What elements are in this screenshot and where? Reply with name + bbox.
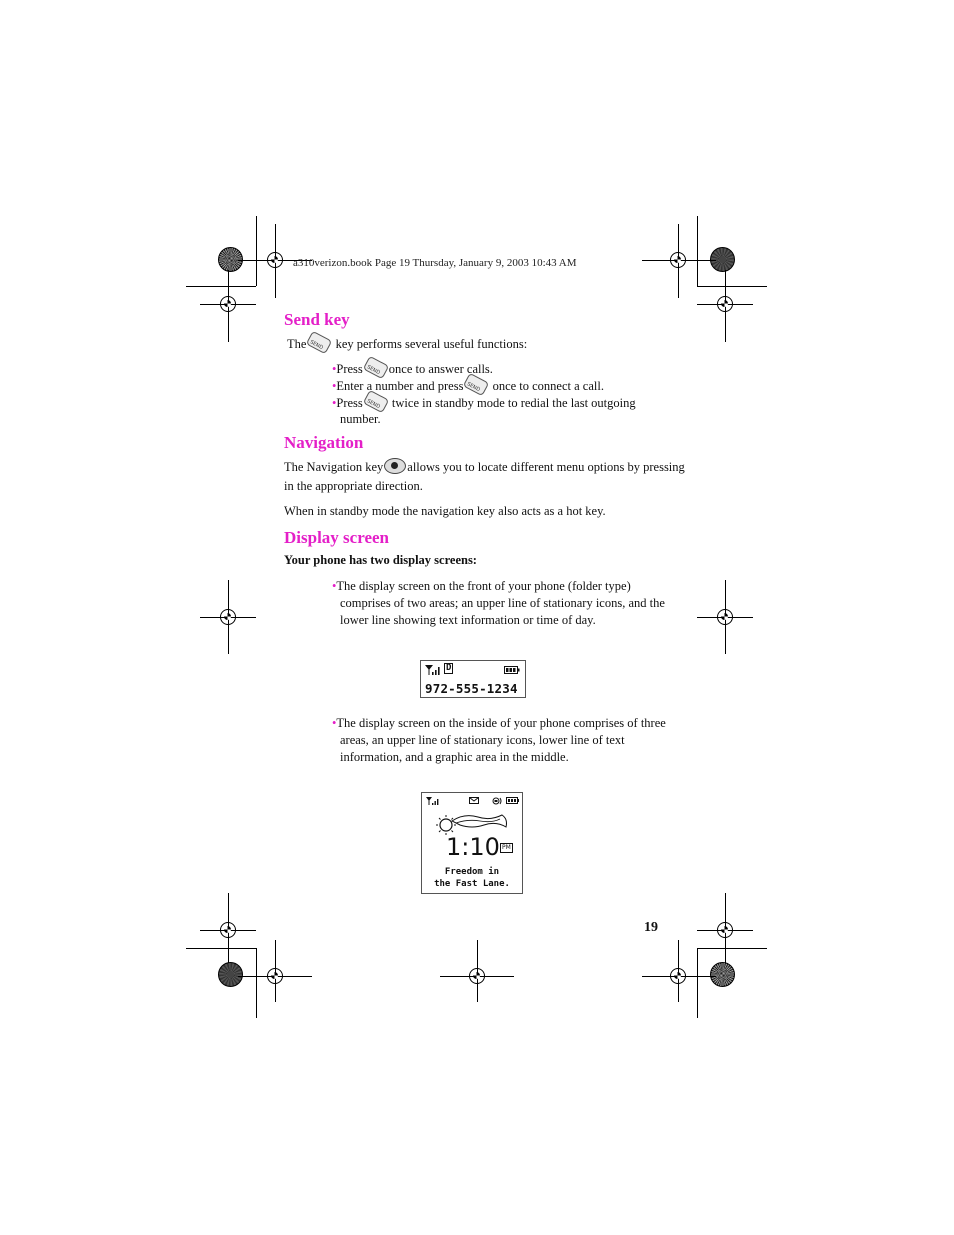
bullet-text: The display screen on the inside of your phone comprises of three (336, 716, 666, 730)
registration-sunburst-icon (218, 962, 243, 987)
bullet-text: once to connect a call. (489, 379, 604, 393)
send-bullet-3-cont: number. (340, 412, 381, 426)
bullet-text: Press (336, 396, 363, 410)
banner-line-2: the Fast Lane. (434, 879, 510, 889)
registration-mark-icon (220, 609, 236, 625)
bullet-text: twice in standby mode to redial the last outgoing (388, 396, 636, 410)
registration-mark-icon (670, 968, 686, 984)
banner-line-1: Freedom in (444, 867, 500, 877)
send-key-icon (363, 356, 389, 380)
registration-mark-icon (267, 252, 283, 268)
navigation-para-1 (284, 458, 685, 476)
bullet-icon: • (332, 579, 337, 593)
crop-line (697, 948, 698, 1018)
registration-mark-icon (717, 922, 733, 938)
phone-number: 972-555-1234 (425, 681, 518, 696)
navigation-para-1-line2: in the appropriate direction. (284, 479, 423, 493)
bullet-icon: • (332, 379, 337, 393)
para-text: allows you to locate different menu options by pressing (407, 460, 685, 474)
print-header-info: a310verizon.book Page 19 Thursday, January 9, 2003 10:43 AM (293, 257, 577, 269)
crop-line (697, 948, 767, 949)
bullet-icon: • (332, 716, 337, 730)
bullet-text: once to answer calls. (388, 362, 493, 376)
display-screen-heading: Display screen (284, 528, 389, 547)
display-bullet-2-line2: areas, an upper line of stationary icons, lower line of text (340, 733, 625, 747)
registration-sunburst-icon (710, 962, 735, 987)
crop-line (256, 216, 257, 286)
send-key-heading: Send key (284, 310, 350, 329)
navigation-heading: Navigation (284, 433, 364, 452)
envelope-icon (469, 797, 479, 804)
display-bullet-2-line3: information, and a graphic area in the middle. (340, 750, 569, 764)
bullet-icon: • (332, 396, 337, 410)
crop-line (697, 216, 698, 286)
display-bullet-1 (332, 578, 631, 595)
display-bullet-2 (332, 715, 666, 732)
battery-icon (506, 797, 519, 804)
send-bullet-3 (332, 394, 636, 412)
navigation-key-icon (384, 458, 406, 474)
inner-display-screen (421, 792, 523, 894)
navigation-para-2: When in standby mode the navigation key also acts as a hot key. (284, 504, 606, 518)
digital-indicator: D (446, 663, 452, 673)
clock-time: 1:10 (446, 833, 500, 861)
crop-line (256, 948, 257, 1018)
registration-mark-icon (469, 968, 485, 984)
registration-mark-icon (220, 922, 236, 938)
bullet-text: Press (336, 362, 363, 376)
bullet-text: The display screen on the front of your phone (folder type) (336, 579, 631, 593)
ringer-icon (492, 797, 504, 805)
registration-mark-icon (220, 296, 236, 312)
crop-line (186, 948, 256, 949)
send-key-icon (306, 331, 332, 355)
send-key-intro (287, 335, 527, 353)
registration-mark-icon (717, 609, 733, 625)
display-bullet-1-line3: lower line showing text information or time of day. (340, 613, 596, 627)
front-display-screen (420, 660, 526, 698)
battery-icon (504, 666, 520, 674)
crop-line (186, 286, 256, 287)
ampm-badge: PM (502, 844, 511, 851)
bullet-text: Enter a number and press (336, 379, 464, 393)
signal-icon (426, 797, 440, 805)
bullet-icon: • (332, 362, 337, 376)
send-key-icon (463, 373, 489, 397)
intro-post: key performs several useful functions: (332, 337, 528, 351)
signal-icon (425, 665, 441, 675)
registration-mark-icon (267, 968, 283, 984)
registration-mark-icon (670, 252, 686, 268)
display-subheading: Your phone has two display screens: (284, 553, 477, 567)
display-bullet-1-line2: comprises of two areas; an upper line of stationary icons, and the (340, 596, 665, 610)
crop-line (697, 286, 767, 287)
page-number: 19 (644, 920, 658, 935)
intro-pre: The (287, 337, 307, 351)
registration-mark-icon (717, 296, 733, 312)
send-key-icon (363, 390, 389, 414)
para-text: The Navigation key (284, 460, 384, 474)
